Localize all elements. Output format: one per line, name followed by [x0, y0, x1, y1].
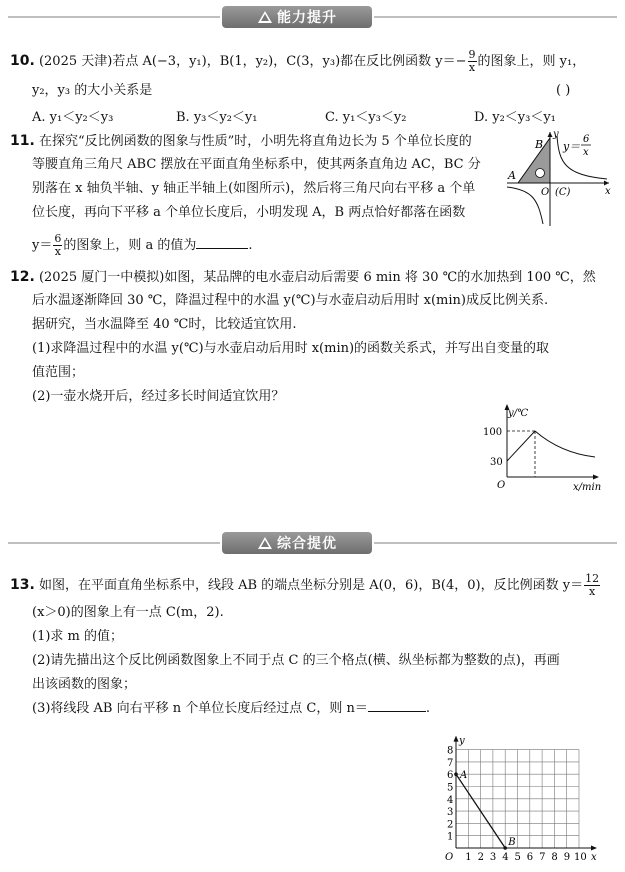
question-text: 的图象上，则 a 的值为 — [63, 238, 197, 253]
option-c: C. y₁＜y₃＜y₂ — [325, 110, 407, 125]
x-tick-label: 7 — [539, 852, 546, 863]
question-number: 13. — [10, 577, 35, 593]
divider — [374, 542, 617, 544]
section-header-ability — [0, 6, 625, 28]
question-number: 12. — [10, 269, 35, 285]
axis-label-y: y — [553, 129, 559, 140]
question-text: 据研究，当水温降至 40 ℃时，比较适宜饮用. — [32, 317, 297, 332]
option-d: D. y₂＜y₃＜y₁ — [474, 110, 556, 125]
question-number: 11. — [10, 133, 35, 149]
question-text: 在探究“反比例函数的图象与性质”时，小明先将直角边长为 5 个单位长度的 — [38, 134, 472, 149]
section-title: 综合提优 — [277, 536, 337, 552]
curve-equation: y＝ — [563, 140, 581, 153]
question-text: 别落在 x 轴负半轴、y 轴正半轴上(如图所示)，然后将三角尺向右平移 a 个单 — [32, 181, 476, 196]
pyramid-icon — [257, 10, 273, 24]
question-text: (x＞0)的图象上有一点 C(m，2). — [32, 605, 224, 620]
y-axis-arrow — [454, 736, 459, 742]
y-tick-label: 3 — [447, 807, 454, 819]
divider — [8, 542, 220, 544]
origin-label: O — [445, 852, 454, 863]
triangle-abc — [518, 138, 550, 183]
figure-triangle-hyperbola — [505, 128, 615, 228]
y-tick-label: 2 — [447, 819, 454, 831]
cooling-curve — [535, 431, 595, 457]
x-tick-label: 5 — [514, 852, 521, 863]
divider — [374, 16, 617, 18]
point-a — [454, 772, 458, 776]
fraction: $\frac{12}{x}$ — [585, 572, 600, 598]
x-tick-label: 6 — [526, 852, 534, 863]
question-text: 如图，在平面直角坐标系中，线段 AB 的端点坐标分别是 A(0，6)，B(4，0)，反比例函数 y＝ — [38, 578, 584, 593]
answer-blank[interactable] — [368, 711, 426, 712]
x-tick-label: 4 — [502, 852, 509, 863]
fraction: $\frac{6}{x}$ — [54, 232, 62, 258]
question-text: (1)求降温过程中的水温 y(℃)与水壶启动后用时 x(min)的函数关系式，并写出自变量的取 — [32, 341, 550, 356]
section-badge — [222, 532, 372, 554]
question-text: y₂，y₃ 的大小关系是 — [32, 83, 153, 98]
section-title: 能力提升 — [277, 10, 337, 26]
question-text: (2025 天津)若点 A(−3，y₁)，B(1，y₂)，C(3，y₃)都在反比例函数 y＝− — [38, 54, 467, 69]
answer-blank[interactable] — [196, 248, 248, 249]
point-label-b: B — [508, 837, 516, 848]
question-text: (1)求 m 的值； — [32, 629, 124, 644]
fraction-denominator: x — [583, 147, 589, 158]
x-tick-label: 9 — [563, 852, 571, 863]
origin-label: O — [497, 480, 506, 491]
point-label-a: A — [460, 770, 468, 782]
point-label-b: B — [535, 138, 544, 151]
axis-label-y: y/℃ — [508, 408, 529, 419]
option-b: B. y₃＜y₂＜y₁ — [176, 110, 258, 125]
point-label-c: (C) — [555, 187, 571, 198]
question-text: 等腰直角三角尺 ABC 摆放在平面直角坐标系中，使其两条直角边 AC，BC 分 — [32, 157, 481, 172]
x-tick-label: 3 — [489, 852, 497, 863]
question-text: (2)请先描出这个反比例函数图象上不同于点 C 的三个格点(横、纵坐标都为整数的点)，再画 — [32, 653, 560, 668]
point-label-a: A — [508, 169, 516, 182]
fraction-numerator: 6 — [583, 134, 590, 145]
section-badge — [222, 6, 372, 28]
point-b — [503, 846, 507, 850]
question-text: 的图象上，则 y₁， — [477, 54, 586, 69]
y-tick-label: 8 — [447, 745, 454, 757]
origin-label: O — [541, 187, 550, 198]
x-tick-label: 2 — [477, 852, 484, 863]
question-number: 10. — [10, 53, 35, 69]
question-text: 位长度，再向下平移 a 个单位长度后，小明发现 A，B 两点恰好都落在函数 — [32, 205, 466, 220]
question-text: y＝ — [32, 238, 53, 253]
fraction: $\frac{9}{x}$ — [468, 48, 476, 74]
figure-kettle-temperature — [455, 402, 615, 492]
y-tick-label: 6 — [447, 770, 454, 782]
axis-label-y: y — [459, 735, 465, 747]
answer-paren: ( ) — [556, 83, 571, 98]
heating-segment — [507, 431, 535, 461]
question-text: (2)一壶水烧开后，经过多长时间适宜饮用？ — [32, 389, 285, 404]
x-tick-label: 10 — [574, 852, 587, 863]
pyramid-icon — [257, 536, 273, 550]
axis-label-x: x — [605, 186, 611, 197]
question-text: (2025 厦门一中模拟)如图，某品牌的电水壶启动后需要 6 min 将 30 ℃的水加热到 100 ℃，然 — [38, 270, 596, 285]
axis-label-x: x — [591, 852, 597, 863]
y-tick-label: 4 — [447, 794, 454, 806]
question-text: 后水温逐渐降回 30 ℃，降温过程中的水温 y(℃)与水壶启动后用时 x(min)成反比例关系. — [32, 293, 549, 308]
x-tick-label: 8 — [551, 852, 558, 863]
section-header-synthesis — [0, 532, 625, 554]
question-text: (3)将线段 AB 向右平移 n 个单位长度后经过点 C，则 n＝ — [32, 701, 368, 716]
option-a: A. y₁＜y₂＜y₃ — [32, 110, 114, 125]
x-axis-arrow — [591, 846, 597, 851]
y-tick-label: 1 — [447, 831, 454, 843]
y-tick-label: 7 — [447, 757, 454, 769]
x-tick-label: 1 — [465, 852, 472, 863]
tick-label-100: 100 — [483, 427, 503, 438]
question-text: 值范围； — [32, 365, 85, 380]
tick-label-30: 30 — [490, 457, 503, 468]
hyperbola-branch — [507, 187, 543, 224]
axis-label-x: x/min — [573, 482, 602, 492]
divider — [8, 16, 220, 18]
y-tick-label: 5 — [447, 782, 454, 794]
figure-coordinate-grid — [440, 720, 620, 870]
question-text: 出该函数的图象； — [32, 677, 137, 692]
